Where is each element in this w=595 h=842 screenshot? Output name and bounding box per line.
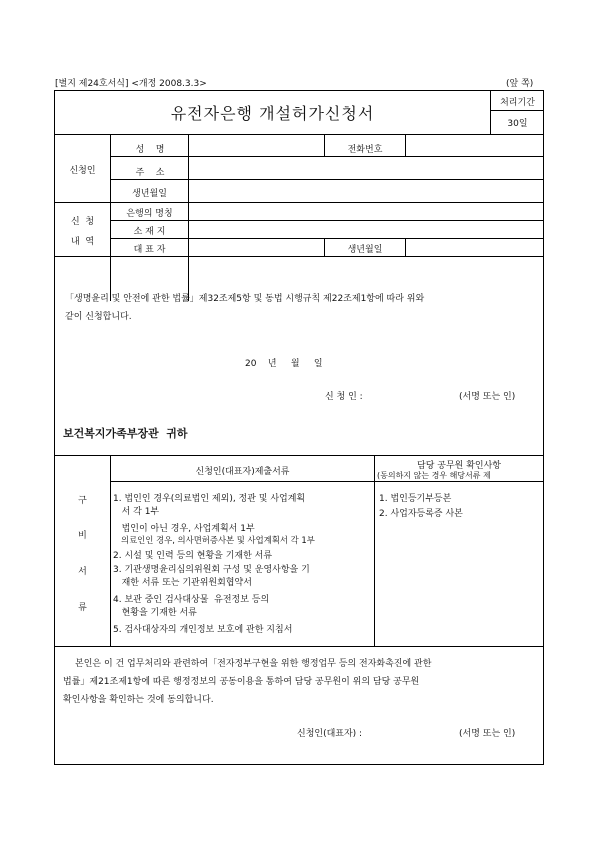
- submit-doc-line: 1. 법인인 경우(의료법인 제외), 정관 및 사업계획: [113, 494, 306, 504]
- docs-side-char-2: 비: [78, 531, 87, 541]
- applicant-signature: (서명 또는 인): [459, 392, 516, 402]
- submit-doc-line: 재한 서류 또는 기관위원회협약서: [113, 578, 252, 588]
- application-form: [54, 90, 544, 765]
- dob-label: 생년월일: [132, 189, 167, 199]
- submit-doc-line: 법인이 아닌 경우, 사업계획서 1부: [113, 524, 255, 534]
- consent-signature: (서명 또는 인): [459, 729, 516, 739]
- rep-dob-field[interactable]: [406, 239, 542, 255]
- consent-line-1: 본인은 이 건 업무처리와 관련하여「전자정부구현을 위한 행정업무 등의 전자화촉진에 관한: [75, 659, 432, 669]
- representative-field[interactable]: [189, 239, 324, 255]
- statement-line-1: 「생명윤리 및 안전에 관한 법률」제32조제5항 및 동법 시행규칙 제22조제1항에 따라 위와: [65, 294, 425, 304]
- submit-doc-line: 서 각 1부: [113, 507, 160, 517]
- request-section-label-2: 내 역: [70, 237, 95, 247]
- confirm-doc-line: 1. 법인등기부등본: [379, 494, 452, 504]
- request-section-label-1: 신 청: [70, 217, 95, 227]
- submit-doc-line: 4. 보관 중인 검사대상물 유전정보 등의: [113, 595, 270, 605]
- bank-name-label: 은행의 명칭: [126, 209, 173, 219]
- consent-applicant-label: 신청인(대표자) :: [297, 729, 363, 739]
- submit-doc-line: 2. 시설 및 인력 등의 현황을 기재한 서류: [113, 551, 273, 561]
- confirm-doc-line: 2. 사업자등록증 사본: [379, 509, 463, 519]
- docs-side-char-1: 구: [78, 496, 87, 506]
- page-side-label: (앞 쪽): [506, 79, 534, 89]
- bank-name-field[interactable]: [189, 203, 542, 219]
- location-field[interactable]: [189, 221, 542, 237]
- docs-side-char-3: 서: [78, 567, 87, 577]
- docs-side-char-4: 류: [78, 603, 87, 613]
- submit-doc-line: 3. 기관생명윤리심의위원회 구성 및 운영사항을 기: [113, 565, 310, 575]
- form-reference: [별지 제24호서식] <개정 2008.3.3>: [55, 79, 207, 89]
- confirm-header-note: (동의하지 않는 경우 해당서류 제: [377, 471, 491, 480]
- submit-doc-line: 현황을 기재한 서류: [113, 608, 197, 618]
- processing-period-value: 30일: [507, 119, 528, 129]
- name-field[interactable]: [189, 135, 324, 155]
- rep-dob-label: 생년월일: [347, 245, 383, 255]
- address-label: 주 소: [135, 168, 165, 178]
- dob-field[interactable]: [189, 180, 542, 201]
- submit-doc-line: 의료인인 경우, 의사면허증사본 및 사업계획서 각 1부: [113, 535, 315, 545]
- phone-label: 전화번호: [347, 145, 383, 155]
- phone-field[interactable]: [406, 135, 542, 155]
- recipient: 보건복지가족부장관 귀하: [63, 427, 188, 440]
- processing-period-label: 처리기간: [500, 98, 535, 108]
- submit-doc-line: 5. 검사대상자의 개인정보 보호에 관한 지침서: [113, 625, 293, 635]
- application-date: 20 년 월 일: [245, 359, 323, 369]
- consent-line-2: 법률」제21조제1항에 따른 행정정보의 공동이용을 통하여 담당 공무원이 위의 담당 공무원: [63, 677, 420, 687]
- name-label: 성 명: [135, 145, 165, 155]
- form-title: 유전자은행 개설허가신청서: [170, 104, 375, 123]
- statement-line-2: 같이 신청합니다.: [65, 312, 132, 322]
- applicant-section-label: 신청인: [69, 166, 96, 176]
- representative-label: 대 표 자: [133, 245, 166, 255]
- location-label: 소 재 지: [133, 227, 166, 237]
- consent-line-3: 확인사항을 확인하는 것에 동의합니다.: [63, 695, 214, 705]
- address-field[interactable]: [189, 157, 542, 179]
- submit-docs-header: 신청인(대표자)제출서류: [195, 467, 290, 477]
- confirm-header: 담당 공무원 확인사항: [417, 461, 501, 471]
- applicant-sign-label: 신 청 인 :: [325, 392, 363, 402]
